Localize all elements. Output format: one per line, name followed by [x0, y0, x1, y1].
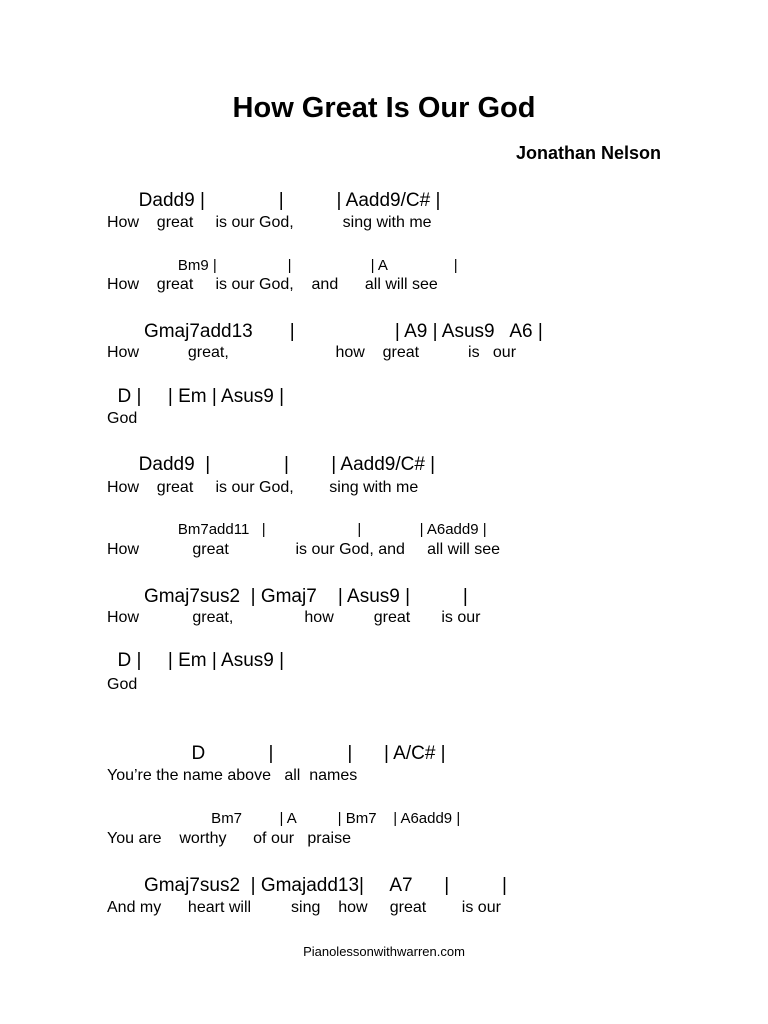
chord-line: Bm9 | | | A |: [107, 257, 458, 274]
lyric-line: God: [107, 676, 138, 693]
lyric-line: You are worthy of our praise: [107, 830, 351, 847]
chord-line: D | | Em | Asus9 |: [107, 386, 285, 407]
lyric-line: How great is our God, and all will see: [107, 276, 438, 293]
lyric-line: How great is our God, and all will see: [107, 541, 501, 558]
lyric-line: And my heart will sing how great is our: [107, 899, 501, 916]
chord-line: Gmaj7add13 | | A9 | Asus9 A6 |: [107, 321, 543, 342]
lyric-line: How great is our God, sing with me: [107, 479, 419, 496]
chord-line: Bm7 | A | Bm7 | A6add9 |: [107, 810, 461, 827]
chord-line: Dadd9 | | | Aadd9/C# |: [107, 190, 441, 211]
lyric-line: You’re the name above all names: [107, 767, 358, 784]
song-title: How Great Is Our God: [232, 92, 536, 124]
footer-website: Pianolessonwithwarren.com: [303, 944, 465, 959]
chord-line: Gmaj7sus2 | Gmajadd13| A7 | |: [107, 875, 507, 896]
chord-line: D | | Em | Asus9 |: [107, 650, 285, 671]
chord-line: Dadd9 | | | Aadd9/C# |: [107, 454, 436, 475]
chord-line: D | | | A/C# |: [107, 743, 446, 764]
song-author: Jonathan Nelson: [515, 143, 661, 163]
lyric-line: How great is our God, sing with me: [107, 214, 432, 231]
chord-line: Bm7add11 | | | A6add9 |: [107, 521, 487, 538]
lyric-line: How great, how great is our: [107, 609, 481, 626]
lyric-line: God: [107, 410, 138, 427]
lyric-line: How great, how great is our: [107, 344, 517, 361]
chord-line: Gmaj7sus2 | Gmaj7 | Asus9 | |: [107, 586, 468, 607]
